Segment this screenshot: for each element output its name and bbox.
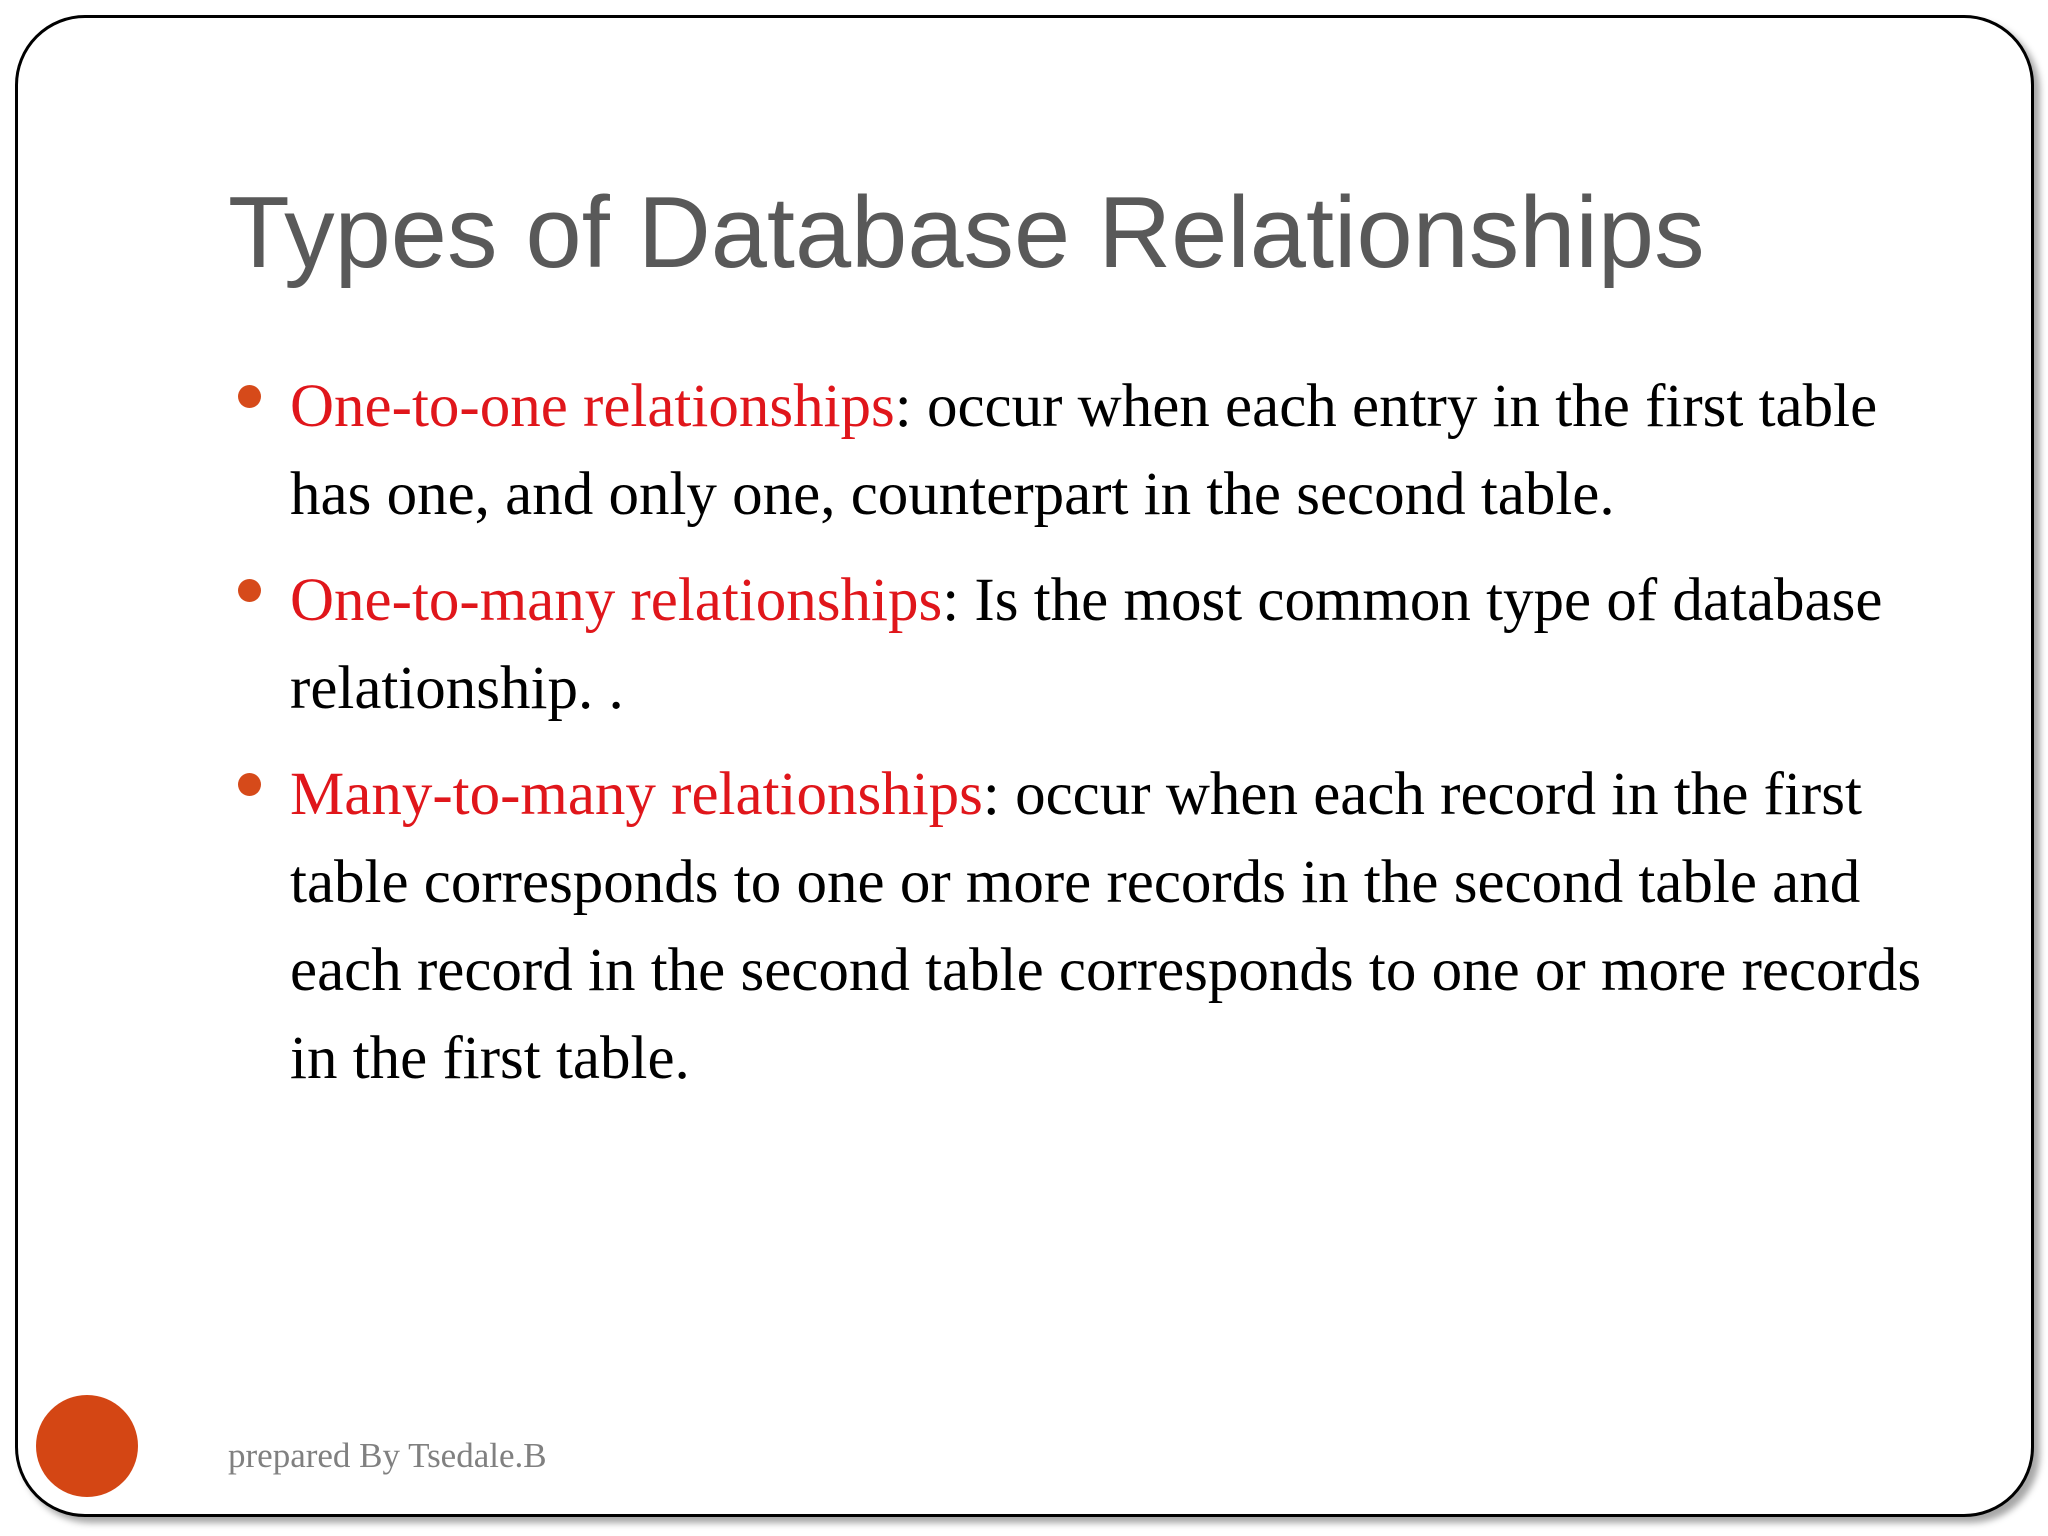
bullet-item-many-to-many xyxy=(228,751,1948,1103)
bullet-term: Many-to-many relationships xyxy=(290,761,983,828)
bullet-term: One-to-many relationships xyxy=(290,567,943,634)
bullet-term: One-to-one relationships xyxy=(290,373,895,440)
bullet-item-one-to-one xyxy=(228,363,1948,539)
bullet-dot-icon xyxy=(238,385,261,408)
slide-title: Types of Database Relationships xyxy=(228,177,1705,289)
footer-circle-icon xyxy=(36,1395,138,1497)
bullet-dot-icon xyxy=(238,579,261,602)
bullet-list xyxy=(228,363,1948,1121)
bullet-text: : occur when each record in the first table corresponds to one or more records in the second table and each record in the second table corresponds to one or more records in the first table. xyxy=(290,761,1922,1092)
bullet-item-one-to-many xyxy=(228,557,1948,733)
bullet-text: : occur when each entry in the first table has one, and only one, counterpart in the second table. xyxy=(290,373,1878,528)
slide xyxy=(15,15,2034,1517)
footer-credit: prepared By Tsedale.B xyxy=(228,1436,547,1475)
bullet-text: : Is the most common type of database relationship. . xyxy=(290,567,1883,722)
bullet-dot-icon xyxy=(238,773,261,796)
